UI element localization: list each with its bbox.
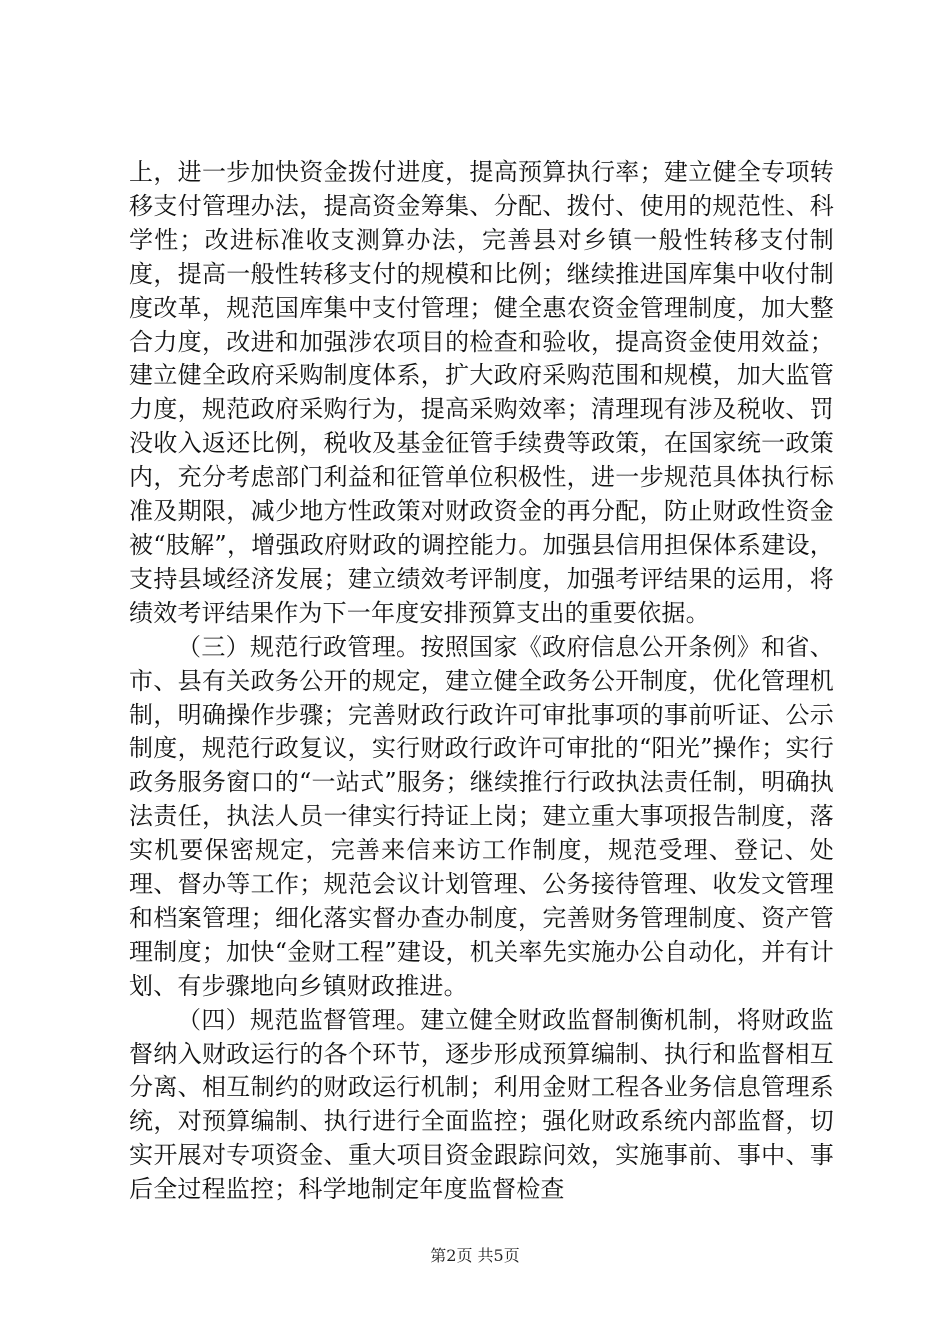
document-body — [129, 156, 834, 1207]
paragraph-supervision-management: （四）规范监督管理。建立健全财政监督制衡机制，将财政监督纳入财政运行的各个环节，逐步形成预算编制、执行和监督相互分离、相互制约的财政运行机制；利用金财工程各业务信息管理系统，对预算编制、执行进行全面监控；强化财政系统内部监督，切实开展对专项资金、重大项目资金跟踪问效，实施事前、事中、事后全过程监控；科学地制定年度监督检查 — [129, 1005, 834, 1204]
page-number-footer: 第2页 共5页 — [430, 1246, 520, 1265]
paragraph-budget-reform: 上，进一步加快资金拨付进度，提高预算执行率；建立健全专项转移支付管理办法，提高资金筹集、分配、拨付、使用的规范性、科学性；改进标准收支测算办法，完善县对乡镇一般性转移支付制度，提高一般性转移支付的规模和比例；继续推进国库集中收付制度改革，规范国库集中支付管理；健全惠农资金管理制度，加大整合力度，改进和加强涉农项目的检查和验收，提高资金使用效益；建立健全政府采购制度体系，扩大政府采购范围和规模，加大监管力度，规范政府采购行为，提高采购效率；清理现有涉及税收、罚没收入返还比例，税收及基金征管手续费等政策，在国家统一政策内，充分考虑部门利益和征管单位积极性，进一步规范具体执行标准及期限，减少地方性政策对财政资金的再分配，防止财政性资金被“肢解”，增强政府财政的调控能力。加强县信用担保体系建设，支持县域经济发展；建立绩效考评制度，加强考评结果的运用，将绩效考评结果作为下一年度安排预算支出的重要依据。 — [129, 158, 834, 627]
paragraph-administrative-management: （三）规范行政管理。按照国家《政府信息公开条例》和省、市、县有关政务公开的规定，建立健全政务公开制度，优化管理机制，明确操作步骤；完善财政行政许可审批事项的事前听证、公示制度，规范行政复议，实行财政行政许可审批的“阳光”操作；实行政务服务窗口的“一站式”服务；继续推行行政执法责任制，明确执法责任，执法人员一律实行持证上岗；建立重大事项报告制度，落实机要保密规定，完善来信来访工作制度，规范受理、登记、处理、督办等工作；规范会议计划管理、公务接待管理、收发文管理和档案管理；细化落实督办查办制度，完善财务管理制度、资产管理制度；加快“金财工程”建设，机关率先实施办公自动化，并有计划、有步骤地向乡镇财政推进。 — [129, 632, 834, 1000]
